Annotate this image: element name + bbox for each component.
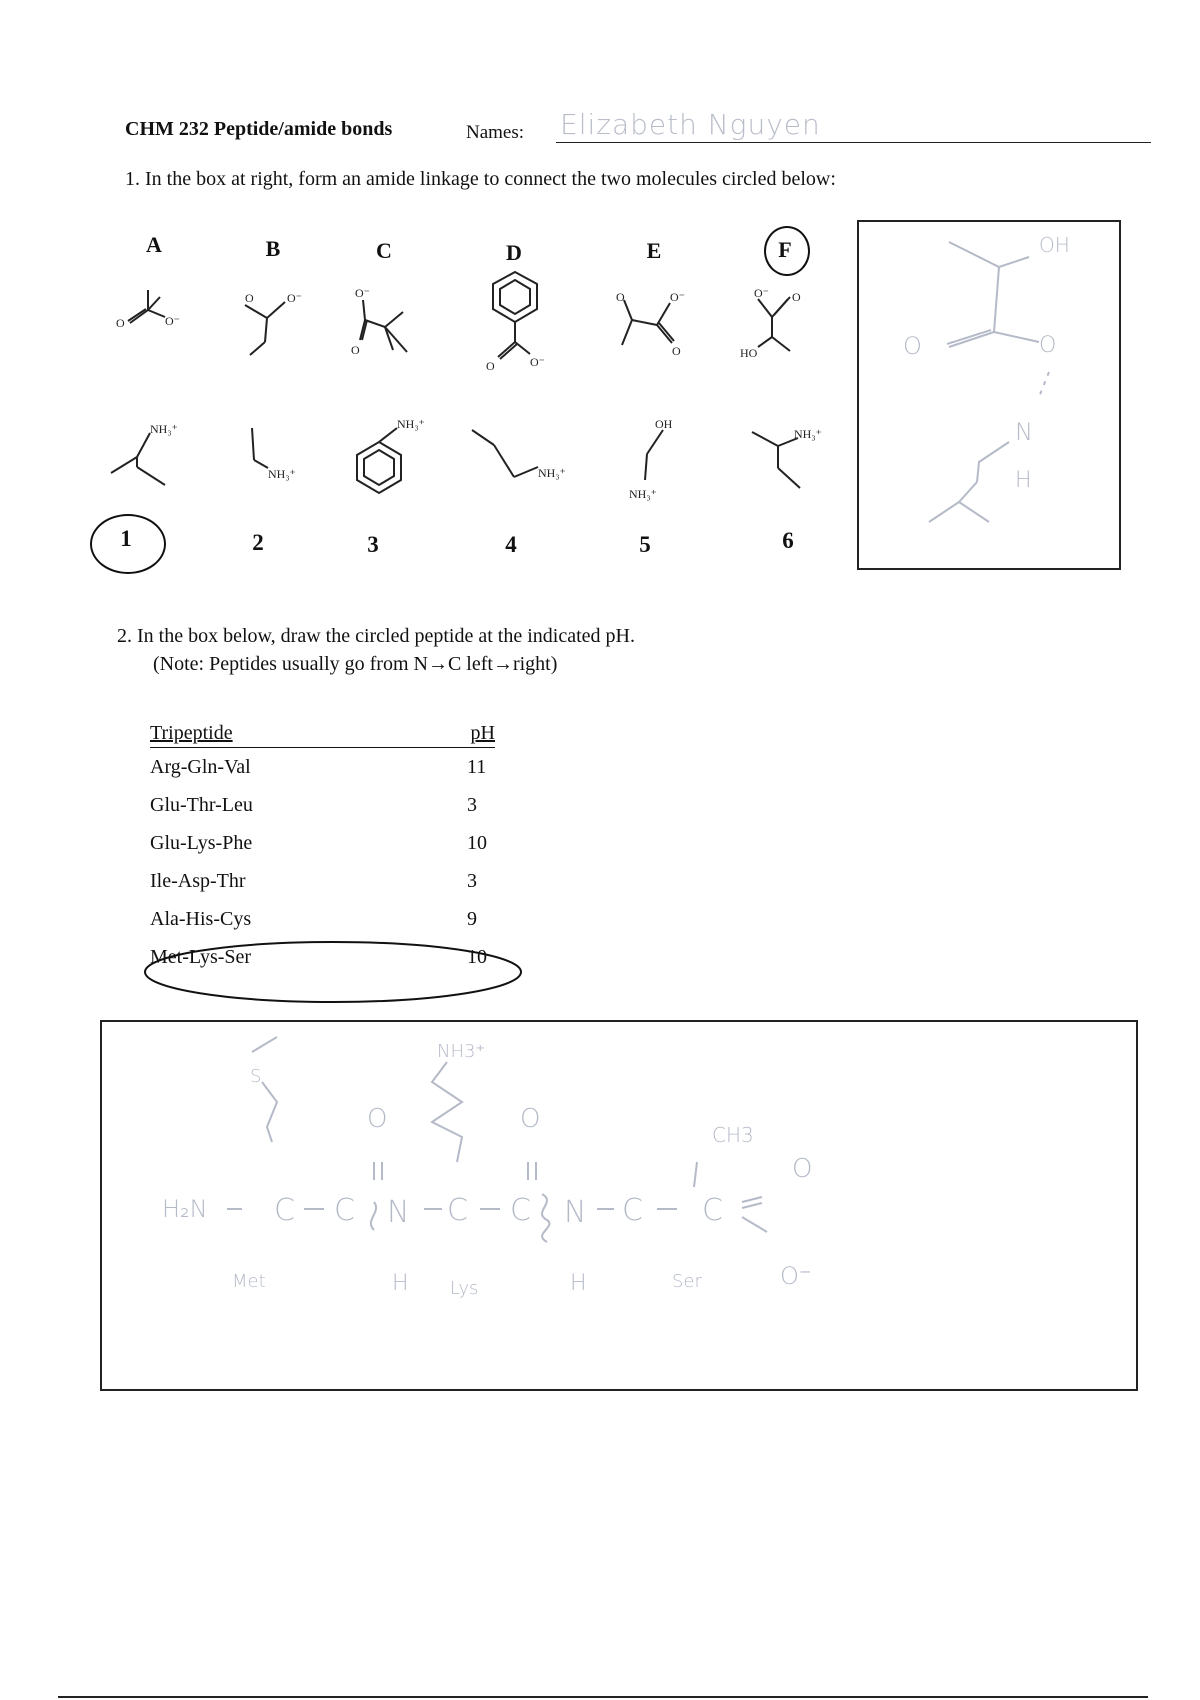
peptide-ph: 3	[467, 870, 477, 892]
names-label: Names:	[466, 122, 525, 143]
molecule-1	[105, 415, 195, 495]
svg-text:O: O	[672, 344, 681, 358]
molecule-4	[470, 425, 580, 495]
svg-text:NH₃⁺: NH₃⁺	[794, 427, 822, 441]
table-row	[150, 900, 495, 938]
header-ph: pH	[470, 722, 495, 744]
names-underline	[556, 142, 1151, 143]
question-2-line-1: 2. In the box below, draw the circled peptide at the indicated pH.	[117, 625, 635, 647]
svg-text:O: O	[245, 291, 254, 305]
molecule-a	[110, 285, 190, 345]
table-row	[150, 786, 495, 824]
svg-text:H: H	[1015, 468, 1032, 493]
svg-text:Ser: Ser	[672, 1271, 702, 1292]
svg-text:O⁻: O⁻	[530, 355, 545, 369]
answer-box-2[interactable]	[100, 1020, 1138, 1391]
letter-d: D	[506, 240, 522, 265]
number-6: 6	[782, 528, 794, 553]
svg-text:O⁻: O⁻	[355, 286, 370, 300]
svg-text:C: C	[622, 1193, 643, 1228]
letter-c: C	[376, 238, 392, 263]
molecule-f	[740, 285, 830, 365]
molecule-2	[240, 420, 330, 490]
number-5: 5	[639, 532, 651, 557]
svg-text:NH₃⁺: NH₃⁺	[150, 422, 178, 436]
peptide-ph: 11	[467, 756, 487, 778]
number-2: 2	[252, 530, 264, 555]
names-handwritten: Elizabeth Nguyen	[560, 108, 821, 141]
svg-text:O: O	[520, 1104, 541, 1134]
svg-text:HO: HO	[740, 346, 758, 360]
svg-text:N: N	[564, 1195, 587, 1230]
svg-text:CH3: CH3	[712, 1123, 754, 1147]
svg-text:O: O	[1039, 333, 1057, 358]
svg-text:O⁻: O⁻	[754, 286, 769, 300]
table-row	[150, 862, 495, 900]
molecule-5	[625, 410, 705, 510]
circled-peptide-loop	[138, 935, 528, 1010]
svg-text:O: O	[116, 316, 125, 330]
svg-text:NH₃⁺: NH₃⁺	[629, 487, 657, 501]
page-bottom-rule	[58, 1696, 1148, 1698]
svg-text:C: C	[447, 1193, 468, 1228]
svg-text:NH₃⁺: NH₃⁺	[397, 417, 425, 431]
worksheet-title: CHM 232 Peptide/amide bonds	[125, 118, 393, 140]
svg-text:NH₃⁺: NH₃⁺	[268, 467, 296, 481]
svg-text:NH₃⁺: NH₃⁺	[538, 466, 566, 480]
svg-text:C: C	[334, 1193, 355, 1228]
svg-text:O⁻: O⁻	[670, 290, 685, 304]
header-tripeptide: Tripeptide	[150, 722, 233, 744]
peptide-ph: 10	[467, 946, 487, 968]
letter-f: F	[778, 237, 792, 262]
molecule-6	[750, 420, 850, 500]
svg-text:Met: Met	[232, 1271, 266, 1292]
peptide-name: Ile-Asp-Thr	[150, 870, 246, 892]
peptide-name: Glu-Thr-Leu	[150, 794, 253, 816]
molecule-e	[612, 285, 712, 365]
number-1: 1	[120, 526, 132, 551]
svg-text:O: O	[616, 290, 625, 304]
svg-text:C: C	[274, 1193, 295, 1228]
peptide-name: Arg-Gln-Val	[150, 756, 251, 778]
svg-text:N: N	[1015, 418, 1033, 446]
svg-text:C: C	[702, 1193, 723, 1228]
svg-text:O⁻: O⁻	[780, 1262, 812, 1290]
svg-text:O⁻: O⁻	[287, 291, 302, 305]
answer-1-drawing	[859, 222, 1119, 568]
svg-text:H₂N: H₂N	[162, 1195, 208, 1223]
question-2-text	[117, 622, 635, 678]
table-header	[150, 722, 495, 748]
peptide-name: Glu-Lys-Phe	[150, 832, 253, 854]
question-1-text: 1. In the box at right, form an amide linkage to connect the two molecules circled below:	[125, 168, 836, 190]
molecule-3	[345, 410, 435, 510]
molecule-b	[235, 280, 325, 360]
svg-text:N: N	[387, 1195, 410, 1230]
table-row	[150, 748, 495, 786]
svg-text:O: O	[486, 359, 495, 373]
peptide-ph: 3	[467, 794, 477, 816]
peptide-name: Ala-His-Cys	[150, 908, 252, 930]
peptide-name: Met-Lys-Ser	[150, 946, 252, 968]
svg-text:Lys: Lys	[450, 1278, 479, 1299]
svg-text:C: C	[510, 1193, 531, 1228]
svg-text:O: O	[903, 332, 922, 360]
peptide-ph: 9	[467, 908, 477, 930]
peptide-ph: 10	[467, 832, 487, 854]
letter-a: A	[146, 232, 162, 257]
svg-text:OH: OH	[1039, 233, 1070, 257]
number-4: 4	[505, 532, 517, 557]
svg-text:O⁻: O⁻	[165, 314, 180, 328]
number-3: 3	[367, 532, 379, 557]
svg-text:O: O	[367, 1104, 388, 1134]
molecule-c	[345, 282, 425, 362]
svg-text:O: O	[351, 343, 360, 357]
answer-2-drawing	[102, 1022, 1136, 1389]
svg-text:S: S	[250, 1066, 262, 1087]
svg-text:H: H	[392, 1271, 409, 1296]
letter-e: E	[646, 238, 662, 263]
table-row	[150, 824, 495, 862]
molecule-d	[470, 262, 560, 382]
letter-b: B	[265, 236, 281, 261]
svg-text:O: O	[792, 290, 801, 304]
svg-text:OH: OH	[655, 417, 673, 431]
answer-box-1[interactable]	[857, 220, 1121, 570]
question-2-note: (Note: Peptides usually go from N→C left→right)	[153, 653, 558, 675]
svg-text:NH3⁺: NH3⁺	[437, 1041, 485, 1062]
svg-text:O: O	[792, 1154, 813, 1184]
svg-text:H: H	[570, 1271, 587, 1296]
